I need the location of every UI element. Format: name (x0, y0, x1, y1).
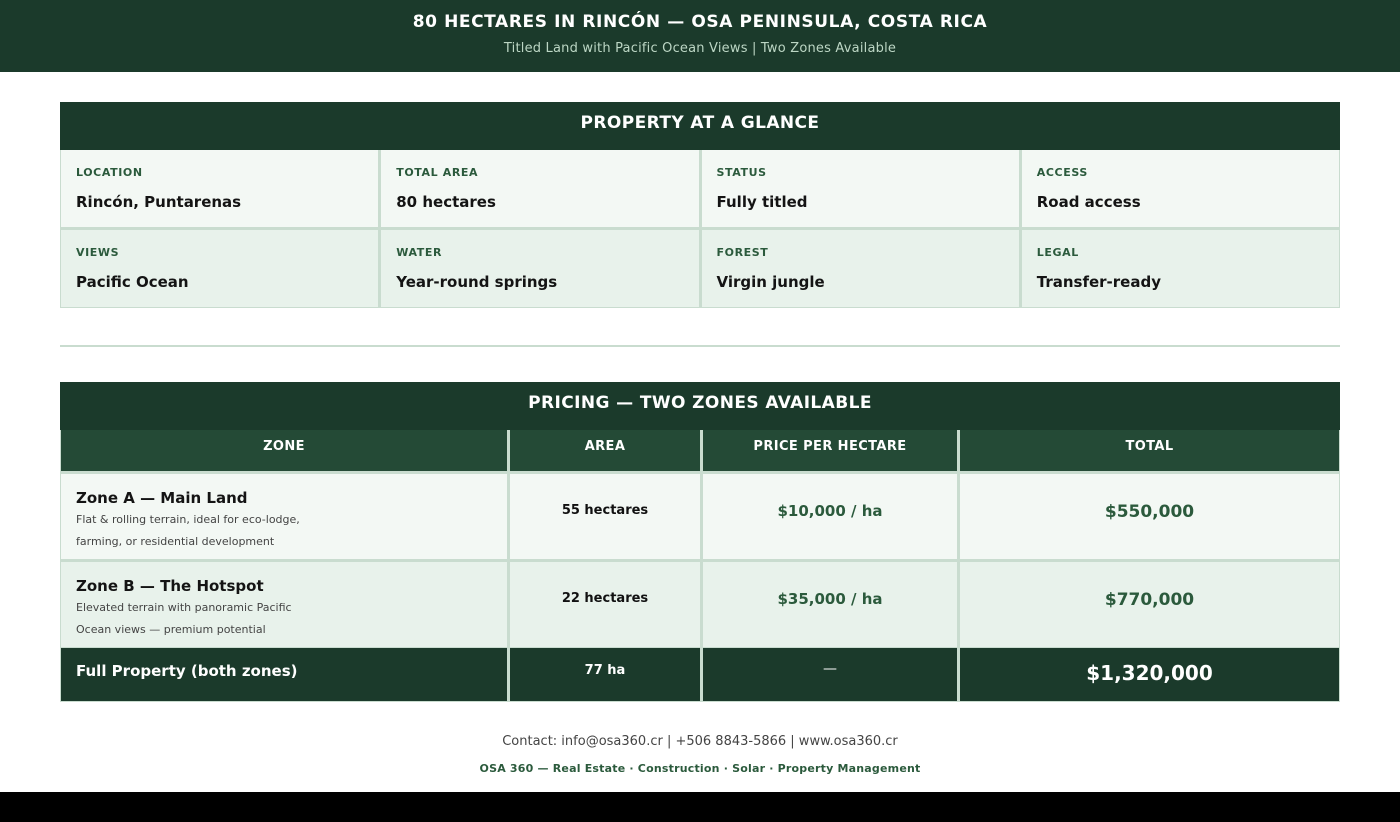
glance-grid (60, 150, 1340, 308)
zone-area: 55 hectares (510, 474, 700, 559)
column-header-price-per-hectare: PRICE PER HECTARE (703, 430, 957, 471)
cell-label: LOCATION (76, 166, 143, 179)
pricing-section (60, 382, 1340, 702)
glance-cell-status (702, 150, 1019, 227)
cell-value: Road access (1036, 193, 1141, 211)
cell-label: ACCESS (1036, 166, 1088, 179)
page-subtitle: Titled Land with Pacific Ocean Views | Two Zones Available (503, 41, 897, 56)
full-property-price-per-hectare: — (703, 648, 957, 701)
pricing-total-row (60, 648, 1340, 702)
pricing-title: PRICING — TWO ZONES AVAILABLE (60, 382, 1340, 430)
glance-cell-total-area (381, 150, 698, 227)
cell-label: LEGAL (1036, 246, 1079, 259)
cell-label: WATER (396, 246, 443, 259)
bottom-bar (0, 792, 1400, 822)
full-property-total: $1,320,000 (960, 648, 1339, 701)
column-header-total: TOTAL (960, 430, 1339, 471)
zone-a-cell (61, 474, 507, 559)
zone-b-cell (61, 562, 507, 647)
zone-description: Flat & rolling terrain, ideal for eco-lodge, farming, or residential development (76, 513, 300, 548)
glance-cell-access (1022, 150, 1339, 227)
company-tagline: OSA 360 — Real Estate · Construction · Solar · Property Management (479, 762, 921, 775)
zone-price-per-hectare: $35,000 / ha (703, 562, 957, 647)
zone-price-per-hectare: $10,000 / ha (703, 474, 957, 559)
glance-cell-views (61, 230, 378, 307)
cell-value: Rincón, Puntarenas (76, 193, 242, 211)
cell-label: STATUS (716, 166, 767, 179)
glance-cell-forest (702, 230, 1019, 307)
contact-line: Contact: info@osa360.cr | +506 8843-5866 | www.osa360.cr (502, 734, 898, 749)
glance-section (60, 102, 1340, 308)
full-property-label: Full Property (both zones) (61, 648, 507, 701)
zone-description: Elevated terrain with panoramic Pacific Ocean views — premium potential (76, 601, 292, 636)
glance-cell-legal (1022, 230, 1339, 307)
cell-label: FOREST (716, 246, 769, 259)
page-title: 80 HECTARES IN RINCÓN — OSA PENINSULA, COSTA RICA (412, 12, 988, 32)
glance-title: PROPERTY AT A GLANCE (60, 102, 1340, 150)
cell-value: Virgin jungle (716, 273, 825, 291)
zone-name: Zone B — The Hotspot (76, 577, 264, 595)
header-banner (0, 0, 1400, 72)
cell-value: Year-round springs (396, 273, 558, 291)
cell-label: VIEWS (76, 246, 120, 259)
glance-cell-location (61, 150, 378, 227)
glance-cell-water (381, 230, 698, 307)
pricing-table (60, 430, 1340, 648)
cell-value: 80 hectares (396, 193, 496, 211)
zone-total: $770,000 (960, 562, 1339, 647)
zone-total: $550,000 (960, 474, 1339, 559)
cell-value: Pacific Ocean (76, 273, 189, 291)
column-header-area: AREA (510, 430, 700, 471)
section-divider (60, 345, 1340, 347)
cell-label: TOTAL AREA (396, 166, 479, 179)
zone-name: Zone A — Main Land (76, 489, 248, 507)
zone-area: 22 hectares (510, 562, 700, 647)
full-property-area: 77 ha (510, 648, 700, 701)
cell-value: Fully titled (716, 193, 808, 211)
cell-value: Transfer-ready (1036, 273, 1161, 291)
column-header-zone: ZONE (61, 430, 507, 471)
